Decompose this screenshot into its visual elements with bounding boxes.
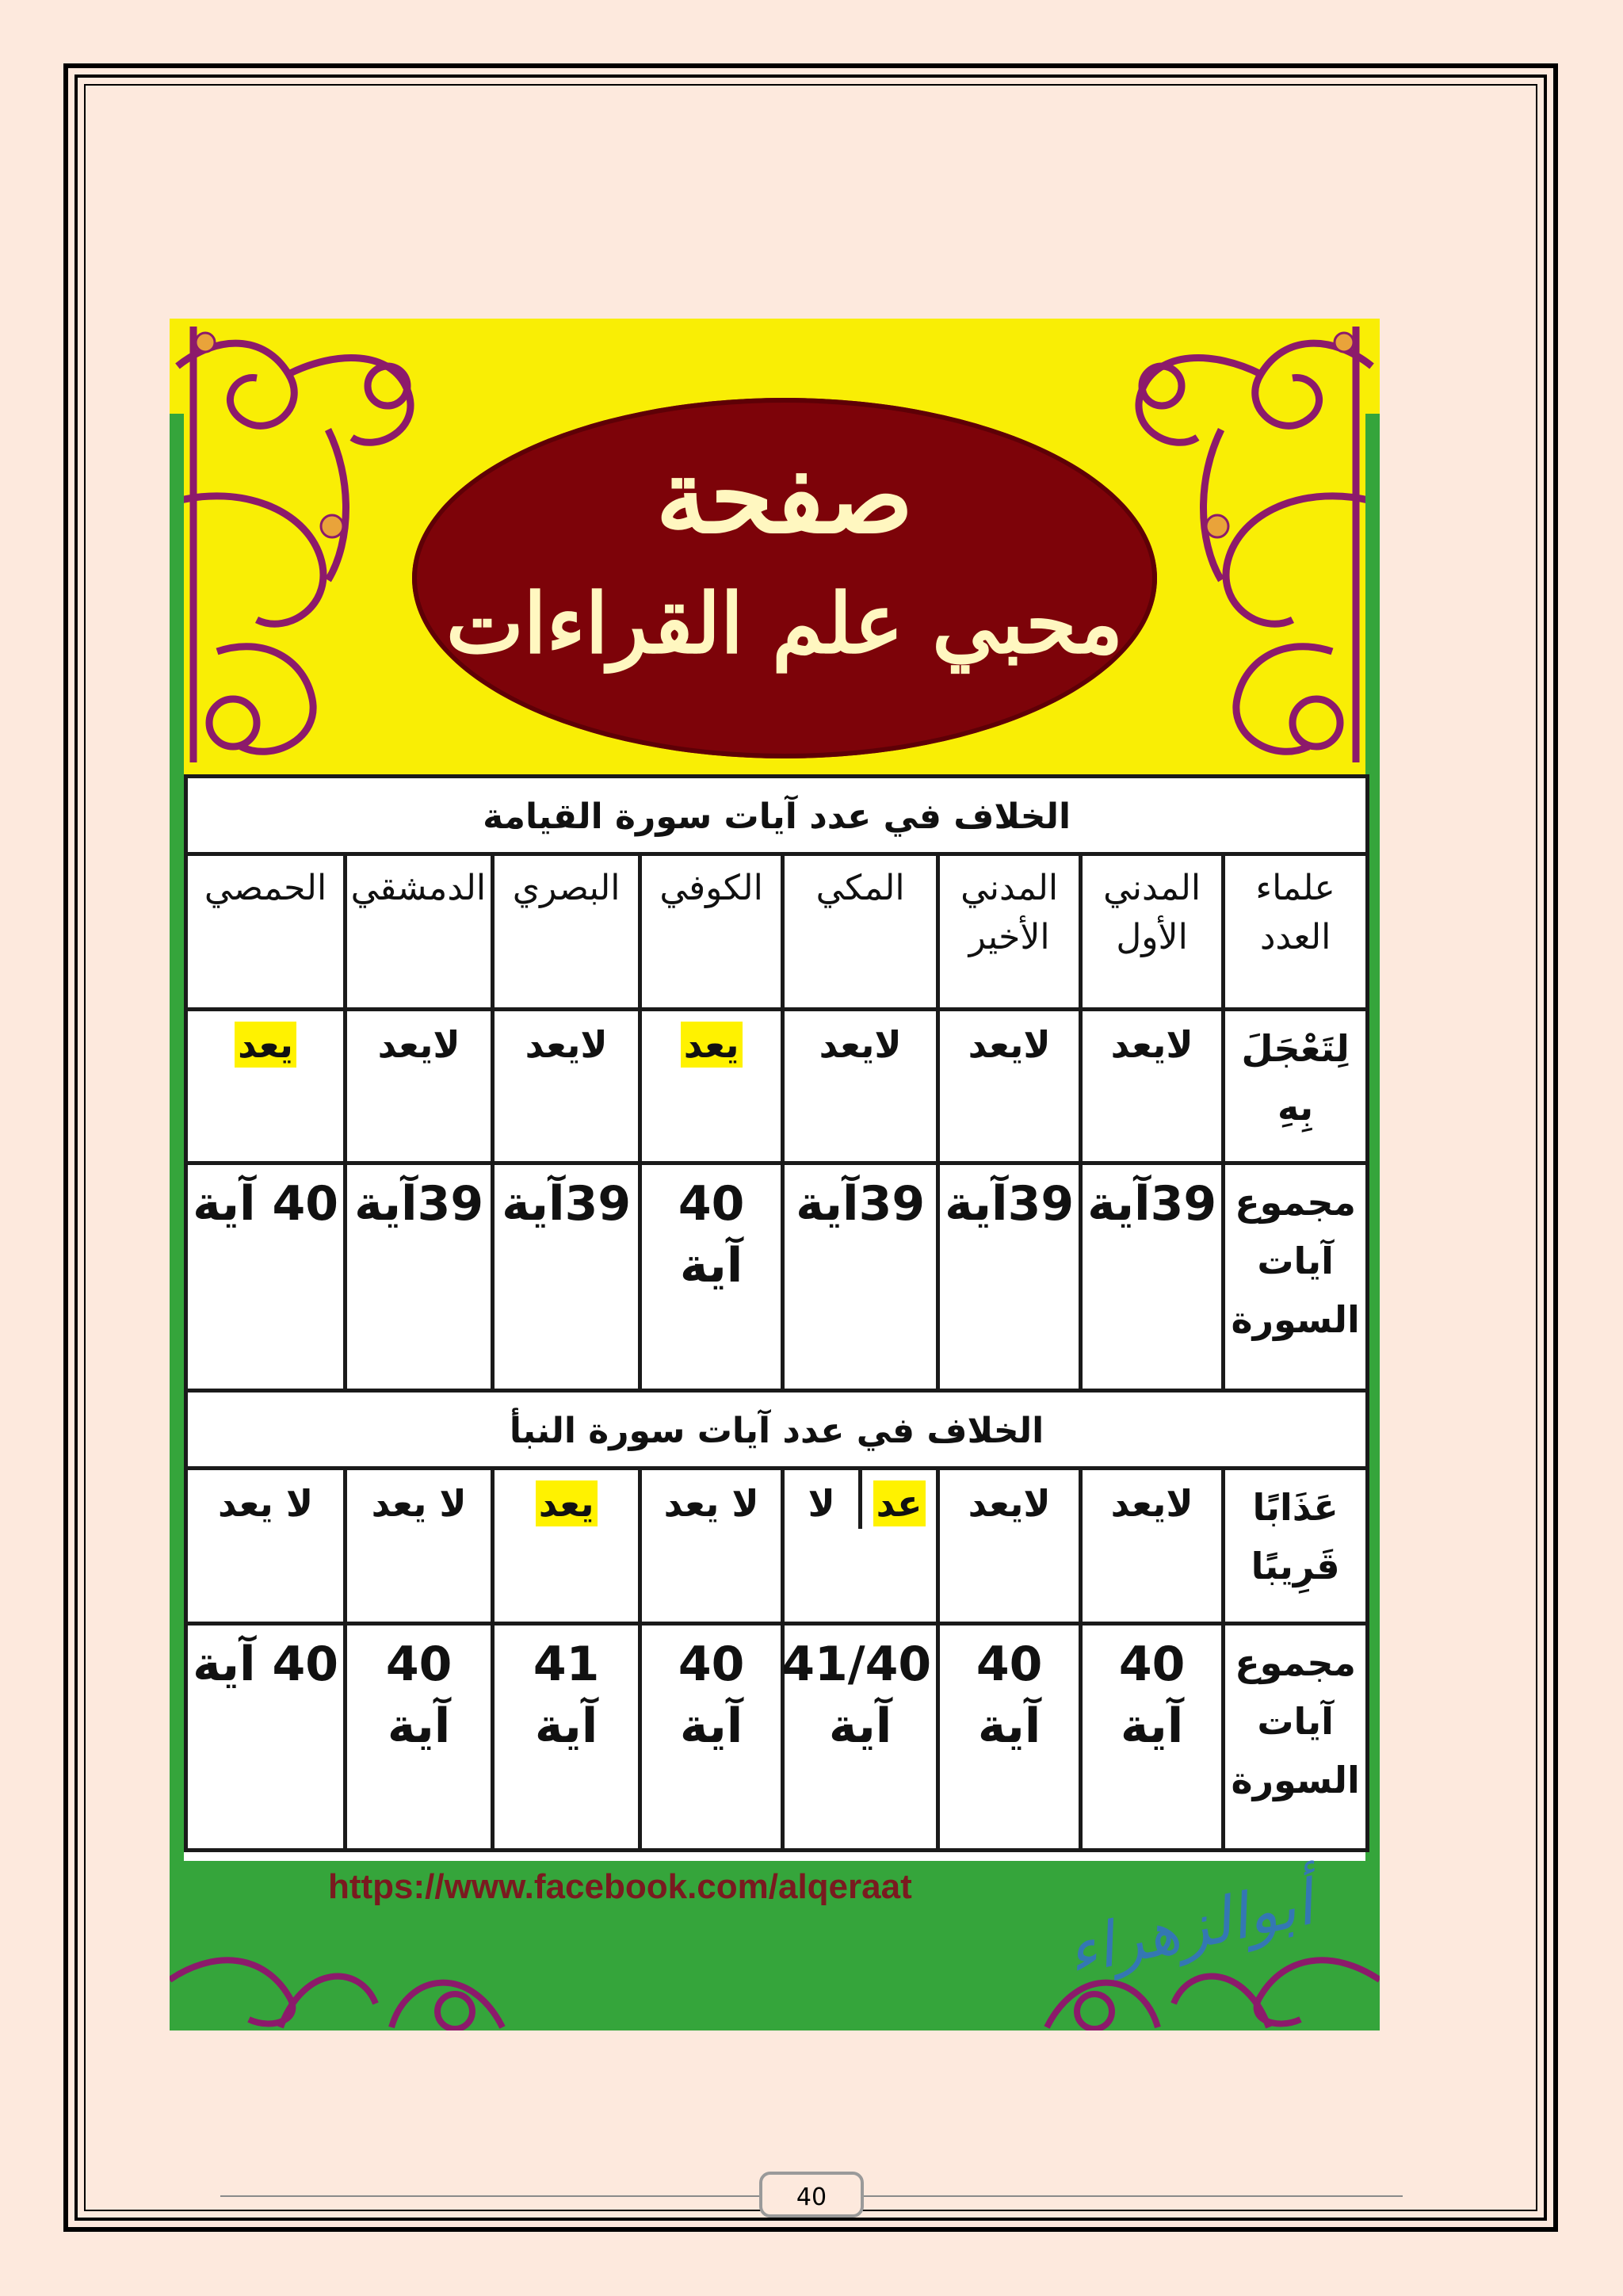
poster-heading-line1: صفحة — [655, 437, 914, 556]
qiyamah-table-title: الخلاف في عدد آيات سورة القيامة — [186, 777, 1368, 854]
footer-ornament-icon — [170, 1932, 1380, 2030]
table-cell-highlighted — [186, 1010, 346, 1163]
row-label-total: مجموع آيات السورة — [1224, 1624, 1368, 1851]
table-cell: لايعد — [1081, 1469, 1224, 1624]
header-kufi: الكوفي — [640, 854, 783, 1010]
table-cell-total: 41 آية — [493, 1624, 640, 1851]
page-number: 40 — [759, 2172, 864, 2218]
table-cell: لا يعد — [346, 1469, 493, 1624]
table-cell-split — [783, 1469, 938, 1624]
header-dimashqi: الدمشقي — [346, 854, 493, 1010]
table-cell: لايعد — [938, 1469, 1081, 1624]
header-himsi: الحمصي — [186, 854, 346, 1010]
header-basri: البصري — [493, 854, 640, 1010]
row-label-total: مجموع آيات السورة — [1224, 1163, 1368, 1391]
poster-image — [170, 319, 1380, 2030]
poster-header — [170, 319, 1380, 774]
row-label-verse: عَذَابًا قَرِيبًا — [1224, 1469, 1368, 1624]
table-cell: لايعد — [938, 1010, 1081, 1163]
green-side-left — [170, 414, 184, 2030]
table-cell: لايعد — [1081, 1010, 1224, 1163]
header-makki: المكي — [783, 854, 938, 1010]
facebook-link[interactable]: https://www.facebook.com/alqeraat — [328, 1867, 912, 1906]
table-cell-highlighted — [640, 1010, 783, 1163]
highlight-counts: عد — [873, 1480, 926, 1526]
naba-table-title: الخلاف في عدد آيات سورة النبأ — [186, 1391, 1368, 1469]
highlight-counts: يعد — [235, 1022, 296, 1068]
table-cell-total: 39آية — [783, 1163, 938, 1391]
table-cell: لايعد — [783, 1010, 938, 1163]
table-cell-total: 39آية — [1081, 1163, 1224, 1391]
table-cell-total: 39آية — [346, 1163, 493, 1391]
table-cell-total: 40 آية — [1081, 1624, 1224, 1851]
table-cell-total: 39آية — [493, 1163, 640, 1391]
page-footer-line-left — [220, 2195, 759, 2197]
table-cell: لايعد — [493, 1010, 640, 1163]
poster-footer — [170, 1861, 1380, 2030]
row-label-verse: لِتَعْجَلَ بِهِ — [1224, 1010, 1368, 1163]
table-cell-total: 40 آية — [186, 1163, 346, 1391]
header-counting-scholars: علماء العدد — [1224, 854, 1368, 1010]
table-cell: لا يعد — [186, 1469, 346, 1624]
header-madani-last: المدني الأخير — [938, 854, 1081, 1010]
table-cell: لا يعد — [640, 1469, 783, 1624]
highlight-counts: يعد — [681, 1022, 743, 1068]
table-cell-total: 39آية — [938, 1163, 1081, 1391]
author-signature: أبوالزهراء — [1060, 1867, 1319, 1989]
table-cell-total: 40 آية — [346, 1624, 493, 1851]
split-cell-left: لا — [808, 1482, 835, 1525]
table-cell-highlighted — [493, 1469, 640, 1624]
table-cell-total: 41/40 آية — [783, 1624, 938, 1851]
qiyamah-table — [184, 774, 1369, 1392]
table-cell-total: 40 آية — [640, 1624, 783, 1851]
table-cell: لايعد — [346, 1010, 493, 1163]
poster-heading-line2: محبي علم القراءات — [445, 575, 1124, 672]
split-cell-right — [858, 1470, 936, 1529]
table-cell-total: 40 آية — [640, 1163, 783, 1391]
page-footer-line-right — [864, 2195, 1403, 2197]
naba-table — [184, 1389, 1369, 1852]
highlight-counts: يعد — [536, 1480, 598, 1526]
header-madani-first: المدني الأول — [1081, 854, 1224, 1010]
table-cell-total: 40 آية — [938, 1624, 1081, 1851]
table-cell-total: 40 آية — [186, 1624, 346, 1851]
